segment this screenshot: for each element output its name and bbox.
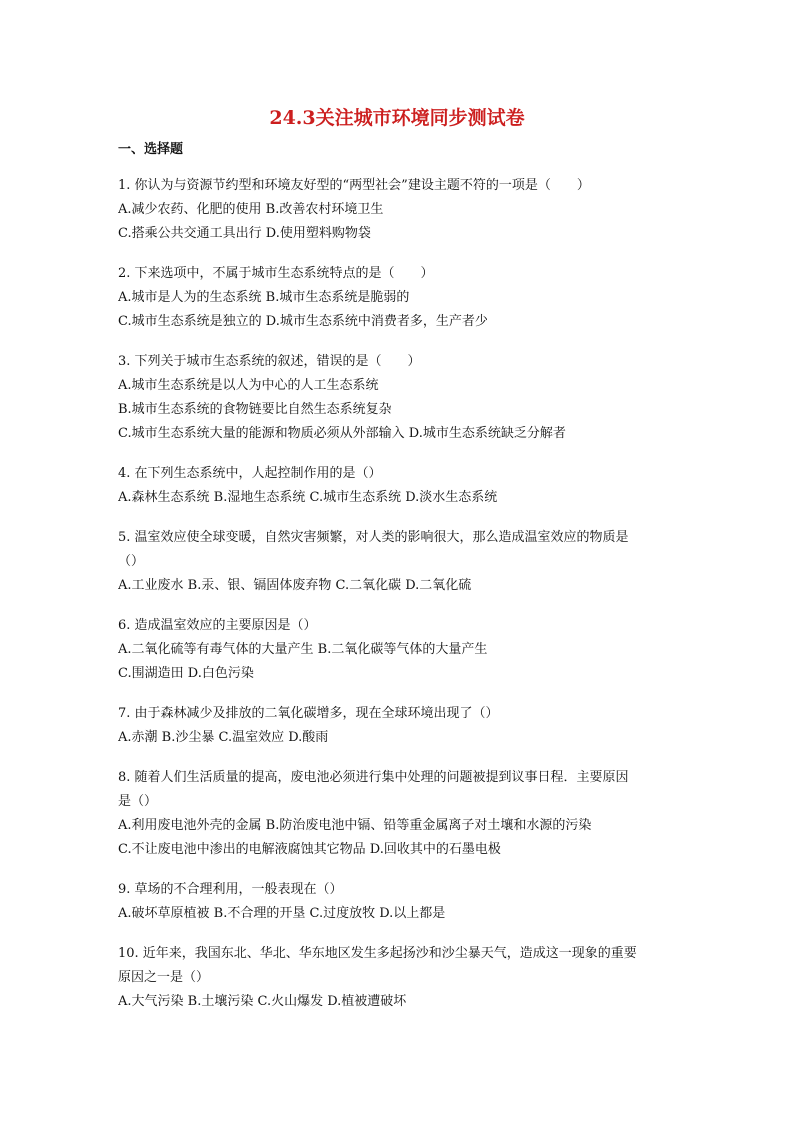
option-line: A.二氧化硫等有毒气体的大量产生 B.二氧化碳等气体的大量产生 [118,642,488,657]
option-line: A.减少农药、化肥的使用 B.改善农村环境卫生 [118,202,384,217]
question-line: 4. 在下列生态系统中，人起控制作用的是（） [118,466,382,481]
option-line: A.利用废电池外壳的金属 B.防治废电池中镉、铅等重金属离子对土壤和水源的污染 [118,818,592,833]
option-line: C.不让废电池中渗出的电解液腐蚀其它物品 D.回收其中的石墨电极 [118,842,501,857]
question-line: 5. 温室效应使全球变暖，自然灾害频繁，对人类的影响很大，那么造成温室效应的物质是 [118,530,629,545]
option-line: C.城市生态系统是独立的 D.城市生态系统中消费者多，生产者少 [118,314,488,329]
question-6 [118,614,678,686]
question-line: 10. 近年来，我国东北、华北、华东地区发生多起扬沙和沙尘暴天气，造成这一现象的重要 [118,946,637,961]
option-line: C.围湖造田 D.白色污染 [118,666,254,681]
question-line: 1. 你认为与资源节约型和环境友好型的“两型社会”建设主题不符的一项是（ ） [118,178,590,193]
question-line: 9. 草场的不合理利用，一般表现在（） [118,882,343,897]
document-title: 24.3关注城市环境同步测试卷 [269,107,525,129]
question-line-continued: 是（） [118,794,158,809]
option-line: A.城市生态系统是以人为中心的人工生态系统 [118,378,379,393]
question-10 [118,942,678,1014]
option-line: A.大气污染 B.土壤污染 C.火山爆发 D.植被遭破坏 [118,994,407,1009]
option-line: A.赤潮 B.沙尘暴 C.温室效应 D.酸雨 [118,730,329,745]
question-line-continued: （） [118,554,145,569]
question-9 [118,878,678,926]
question-3 [118,350,678,446]
option-line: A.工业废水 B.汞、银、镉固体废弃物 C.二氧化碳 D.二氧化硫 [118,578,472,593]
question-4 [118,462,678,510]
question-5 [118,526,678,598]
question-2 [118,262,678,334]
question-line: 6. 造成温室效应的主要原因是（） [118,618,317,633]
question-line: 3. 下列关于城市生态系统的叙述，错误的是（ ） [118,354,421,369]
question-8 [118,766,678,862]
option-line: B.城市生态系统的食物链要比自然生态系统复杂 [118,402,392,417]
option-line: C.搭乘公共交通工具出行 D.使用塑料购物袋 [118,226,371,241]
question-line: 2. 下来选项中，不属于城市生态系统特点的是（ ） [118,266,434,281]
question-line: 8. 随着人们生活质量的提高，废电池必须进行集中处理的问题被提到议事日程．主要原因 [118,770,629,785]
option-line: A.城市是人为的生态系统 B.城市生态系统是脆弱的 [118,290,410,305]
question-1 [118,174,678,246]
section-heading: 一、选择题 [118,142,184,157]
option-line: A.森林生态系统 B.湿地生态系统 C.城市生态系统 D.淡水生态系统 [118,490,498,505]
question-line: 7. 由于森林减少及排放的二氧化碳增多，现在全球环境出现了（） [118,706,499,721]
option-line: C.城市生态系统大量的能源和物质必须从外部输入 D.城市生态系统缺乏分解者 [118,426,566,441]
option-line: A.破坏草原植被 B.不合理的开垦 C.过度放牧 D.以上都是 [118,906,446,921]
question-line-continued: 原因之一是（） [118,970,210,985]
question-7 [118,702,678,750]
